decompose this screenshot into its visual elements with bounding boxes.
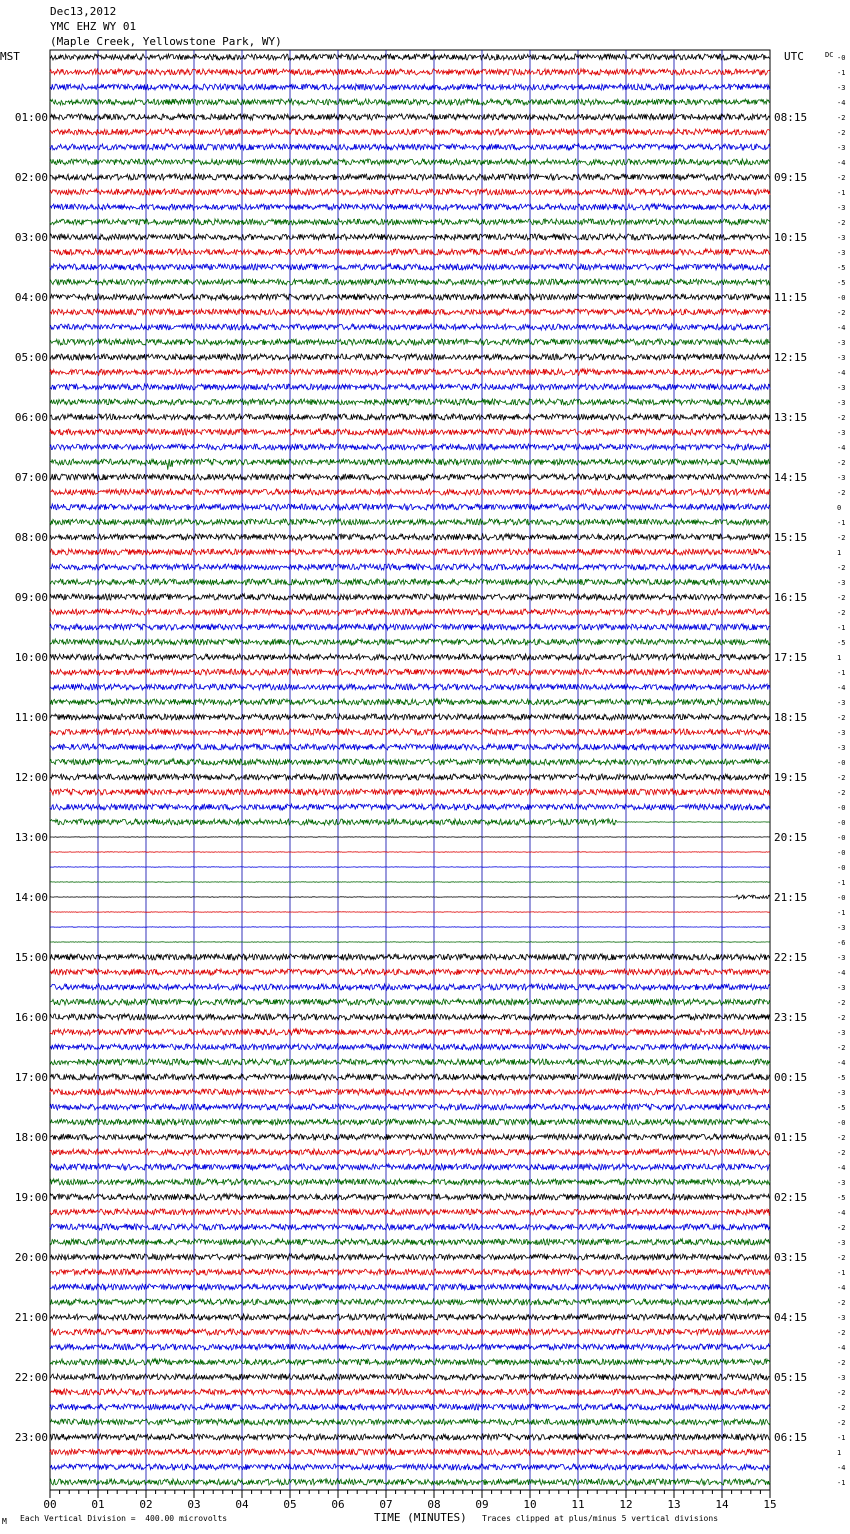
seismic-trace [50, 1314, 770, 1320]
dc-offset: -2 [837, 1134, 846, 1142]
seismic-trace [50, 1239, 770, 1245]
dc-offset: -2 [837, 414, 846, 422]
dc-offset: -1 [837, 519, 846, 527]
dc-offset: -4 [837, 1344, 846, 1352]
left-hour-label: 17:00 [14, 1071, 48, 1084]
dc-offset: -2 [837, 789, 846, 797]
seismic-trace [50, 804, 770, 810]
left-hour-label: 05:00 [14, 351, 48, 364]
dc-offset: -1 [837, 624, 846, 632]
dc-offset: -0 [837, 849, 846, 857]
dc-offset: -4 [837, 1209, 846, 1217]
x-tick-label: 14 [715, 1498, 729, 1511]
dc-offset: -2 [837, 999, 846, 1007]
left-hour-label: 19:00 [14, 1191, 48, 1204]
seismic-trace [50, 609, 770, 615]
right-hour-label: 02:15 [774, 1191, 808, 1204]
left-hour-label: 06:00 [14, 411, 48, 424]
seismic-trace [50, 279, 770, 285]
left-hour-label: 04:00 [14, 291, 48, 304]
right-hour-label: 22:15 [774, 951, 808, 964]
seismic-trace [50, 1344, 770, 1350]
left-hour-label: 03:00 [14, 231, 48, 244]
x-axis-label: TIME (MINUTES) [374, 1511, 467, 1524]
dc-offset: -1 [837, 1434, 846, 1442]
left-hour-label: 13:00 [14, 831, 48, 844]
seismic-trace [50, 594, 770, 600]
dc-offset: -4 [837, 1284, 846, 1292]
seismic-trace [50, 744, 770, 750]
seismic-trace [50, 819, 770, 825]
left-hour-label: 21:00 [14, 1311, 48, 1324]
seismic-trace [50, 1119, 770, 1125]
seismic-trace [50, 1164, 770, 1170]
right-hour-label: 10:15 [774, 231, 808, 244]
dc-offset: -3 [837, 924, 846, 932]
x-tick-label: 07 [379, 1498, 393, 1511]
right-hour-label: 21:15 [774, 891, 808, 904]
seismic-trace [50, 669, 770, 675]
seismic-trace [50, 189, 770, 195]
dc-offset: -0 [837, 864, 846, 872]
right-hour-label: 01:15 [774, 1131, 808, 1144]
dc-offset: -1 [837, 909, 846, 917]
dc-offset: -6 [837, 939, 846, 947]
seismic-trace [50, 354, 770, 360]
dc-offset: -2 [837, 309, 846, 317]
dc-offset: -3 [837, 579, 846, 587]
dc-offset: -3 [837, 1239, 846, 1247]
plot-date: Dec13,2012 [50, 5, 117, 18]
dc-offset: -3 [837, 1029, 846, 1037]
seismic-trace [50, 489, 770, 495]
seismic-trace [50, 984, 770, 990]
seismic-trace [50, 774, 770, 780]
dc-offset: -1 [837, 879, 846, 887]
dc-offset: -4 [837, 1464, 846, 1472]
seismic-trace [50, 1104, 770, 1110]
dc-offset: -3 [837, 384, 846, 392]
dc-offset: -1 [837, 1479, 846, 1487]
seismic-trace [50, 639, 770, 645]
right-hour-label: 11:15 [774, 291, 808, 304]
seismic-trace [50, 219, 770, 225]
dc-offset: 1 [837, 1449, 842, 1457]
right-hour-label: 04:15 [774, 1311, 808, 1324]
seismic-trace [50, 1044, 770, 1050]
seismic-trace [50, 1089, 770, 1095]
dc-offset: -4 [837, 1059, 846, 1067]
dc-label: DC [825, 51, 834, 59]
seismic-trace [50, 414, 770, 420]
dc-offset: -4 [837, 969, 846, 977]
seismic-trace [50, 999, 770, 1005]
right-hour-label: 12:15 [774, 351, 808, 364]
seismic-trace [50, 84, 770, 90]
dc-offset: -3 [837, 399, 846, 407]
seismic-trace [50, 1209, 770, 1215]
seismic-trace [50, 1194, 770, 1200]
dc-offset: -1 [837, 189, 846, 197]
left-hour-label: 02:00 [14, 171, 48, 184]
dc-offset: -2 [837, 1299, 846, 1307]
dc-offset: -2 [837, 174, 846, 182]
x-tick-label: 15 [763, 1498, 777, 1511]
seismic-trace [50, 1419, 770, 1425]
dc-offset: -2 [837, 1329, 846, 1337]
right-hour-label: 03:15 [774, 1251, 808, 1264]
seismic-trace [50, 1014, 770, 1020]
seismic-trace [50, 504, 770, 510]
x-tick-label: 09 [475, 1498, 489, 1511]
seismic-trace [50, 549, 770, 555]
seismic-trace [50, 54, 770, 60]
dc-offset: -0 [837, 294, 846, 302]
x-tick-label: 05 [283, 1498, 297, 1511]
dc-offset: 0 [837, 504, 842, 512]
seismic-trace [50, 729, 770, 735]
dc-offset: -2 [837, 489, 846, 497]
left-hour-label: 10:00 [14, 651, 48, 664]
seismic-trace [50, 1284, 770, 1290]
seismic-trace [50, 474, 770, 480]
seismic-trace [50, 1359, 770, 1365]
seismic-trace [50, 444, 770, 450]
seismic-trace [50, 249, 770, 255]
dc-offset: -2 [837, 774, 846, 782]
right-hour-label: 18:15 [774, 711, 808, 724]
dc-offset: -3 [837, 204, 846, 212]
seismic-trace [50, 204, 770, 210]
seismic-trace [50, 1179, 770, 1185]
right-timezone: UTC [784, 50, 804, 63]
seismic-trace [50, 324, 770, 330]
dc-offset: -2 [837, 564, 846, 572]
left-hour-label: 18:00 [14, 1131, 48, 1144]
seismic-trace [50, 1059, 770, 1065]
left-hour-label: 07:00 [14, 471, 48, 484]
left-hour-label: 20:00 [14, 1251, 48, 1264]
seismic-trace [50, 399, 770, 405]
seismic-trace [50, 1299, 770, 1305]
seismic-trace [50, 1464, 770, 1470]
seismic-trace [50, 1479, 770, 1485]
x-tick-label: 04 [235, 1498, 249, 1511]
left-timezone: MST [0, 50, 20, 63]
dc-offset: -3 [837, 144, 846, 152]
seismic-trace [50, 1134, 770, 1140]
seismic-trace [50, 1434, 770, 1440]
right-hour-label: 14:15 [774, 471, 808, 484]
x-tick-label: 06 [331, 1498, 345, 1511]
dc-offset: -4 [837, 684, 846, 692]
seismic-trace [50, 309, 770, 315]
dc-offset: -1 [837, 1269, 846, 1277]
clip-note: Traces clipped at plus/minus 5 vertical divisions [482, 1514, 719, 1523]
seismic-trace [50, 369, 770, 375]
dc-offset: -4 [837, 159, 846, 167]
seismic-trace [50, 714, 770, 720]
left-hour-label: 09:00 [14, 591, 48, 604]
right-hour-label: 19:15 [774, 771, 808, 784]
dc-offset: -3 [837, 339, 846, 347]
dc-offset: -3 [837, 954, 846, 962]
dc-offset: -2 [837, 1389, 846, 1397]
seismic-trace [50, 519, 770, 525]
dc-offset: -0 [837, 54, 846, 62]
seismic-trace [50, 174, 770, 180]
dc-offset: -3 [837, 699, 846, 707]
dc-offset: -2 [837, 609, 846, 617]
dc-offset: -5 [837, 1194, 846, 1202]
dc-offset: -3 [837, 84, 846, 92]
dc-offset: -0 [837, 1119, 846, 1127]
seismic-trace [50, 264, 770, 270]
dc-offset: -0 [837, 759, 846, 767]
dc-offset: 1 [837, 549, 842, 557]
dc-offset: -0 [837, 834, 846, 842]
dc-offset: -2 [837, 1419, 846, 1427]
dc-offset: -3 [837, 1179, 846, 1187]
dc-offset: -2 [837, 714, 846, 722]
seismic-trace [50, 699, 770, 705]
dc-offset: -5 [837, 1074, 846, 1082]
left-hour-label: 12:00 [14, 771, 48, 784]
dc-offset: -3 [837, 744, 846, 752]
dc-offset: -5 [837, 639, 846, 647]
seismic-trace [50, 564, 770, 570]
right-hour-label: 09:15 [774, 171, 808, 184]
right-hour-label: 05:15 [774, 1371, 808, 1384]
dc-offset: -0 [837, 894, 846, 902]
right-hour-label: 13:15 [774, 411, 808, 424]
right-hour-label: 23:15 [774, 1011, 808, 1024]
dc-offset: -3 [837, 1089, 846, 1097]
dc-offset: -4 [837, 444, 846, 452]
x-tick-label: 00 [43, 1498, 57, 1511]
corner-mark: M [2, 1517, 7, 1526]
left-hour-label: 01:00 [14, 111, 48, 124]
dc-offset: -2 [837, 114, 846, 122]
seismic-trace [50, 159, 770, 165]
right-hour-label: 06:15 [774, 1431, 808, 1444]
x-tick-label: 08 [427, 1498, 441, 1511]
dc-offset: -3 [837, 1374, 846, 1382]
seismic-trace [50, 1374, 770, 1380]
seismic-trace [50, 114, 770, 120]
dc-offset: -2 [837, 1044, 846, 1052]
dc-offset: -4 [837, 324, 846, 332]
station-location: (Maple Creek, Yellowstone Park, WY) [50, 35, 282, 48]
dc-offset: -3 [837, 234, 846, 242]
seismic-trace [50, 789, 770, 795]
dc-offset: -4 [837, 369, 846, 377]
seismic-trace [50, 1404, 770, 1410]
dc-offset: -2 [837, 1359, 846, 1367]
dc-offset: -2 [837, 219, 846, 227]
dc-offset: -2 [837, 534, 846, 542]
left-hour-label: 23:00 [14, 1431, 48, 1444]
x-tick-label: 11 [571, 1498, 585, 1511]
seismic-trace [50, 1074, 770, 1080]
seismic-trace [50, 1149, 770, 1155]
dc-offset: -2 [837, 459, 846, 467]
dc-offset: -2 [837, 129, 846, 137]
seismic-trace [50, 895, 770, 899]
seismic-trace [50, 144, 770, 150]
dc-offset: -5 [837, 264, 846, 272]
dc-offset: -1 [837, 669, 846, 677]
left-hour-label: 14:00 [14, 891, 48, 904]
dc-offset: -2 [837, 594, 846, 602]
seismic-trace [50, 1329, 770, 1335]
seismic-trace [50, 1224, 770, 1230]
right-hour-label: 00:15 [774, 1071, 808, 1084]
seismic-trace [50, 954, 770, 960]
dc-offset: -3 [837, 1314, 846, 1322]
dc-offset: -1 [837, 69, 846, 77]
dc-offset: -5 [837, 1104, 846, 1112]
dc-offset: -2 [837, 1014, 846, 1022]
left-hour-label: 11:00 [14, 711, 48, 724]
seismic-trace [50, 1269, 770, 1275]
x-tick-label: 03 [187, 1498, 201, 1511]
dc-offset: -3 [837, 429, 846, 437]
seismic-trace [50, 654, 770, 660]
seismic-trace [50, 99, 770, 105]
left-hour-label: 22:00 [14, 1371, 48, 1384]
x-tick-label: 13 [667, 1498, 681, 1511]
station-code: YMC EHZ WY 01 [50, 20, 137, 33]
left-hour-label: 08:00 [14, 531, 48, 544]
dc-offset: -3 [837, 729, 846, 737]
right-hour-label: 08:15 [774, 111, 808, 124]
left-hour-label: 15:00 [14, 951, 48, 964]
x-tick-label: 12 [619, 1498, 633, 1511]
seismic-trace [50, 1389, 770, 1395]
right-hour-label: 16:15 [774, 591, 808, 604]
right-hour-label: 20:15 [774, 831, 808, 844]
scale-note: Each Vertical Division = 400.00 microvolts [20, 1514, 228, 1523]
seismic-trace [50, 1449, 770, 1455]
seismic-trace [50, 684, 770, 690]
seismic-trace [50, 624, 770, 630]
seismic-trace [50, 339, 770, 345]
dc-offset: 1 [837, 654, 842, 662]
seismic-trace [50, 969, 770, 975]
seismic-trace [50, 534, 770, 540]
seismic-trace [50, 459, 770, 470]
seismic-trace [50, 294, 770, 300]
seismic-trace [50, 69, 770, 75]
dc-offset: -2 [837, 1254, 846, 1262]
seismic-trace [50, 1254, 770, 1260]
seismic-trace [50, 1029, 770, 1035]
seismic-trace [50, 759, 770, 765]
dc-offset: -2 [837, 1404, 846, 1412]
dc-offset: -2 [837, 1224, 846, 1232]
seismic-trace [50, 429, 770, 435]
dc-offset: -4 [837, 1164, 846, 1172]
dc-offset: -0 [837, 819, 846, 827]
dc-offset: -3 [837, 249, 846, 257]
dc-offset: -2 [837, 1149, 846, 1157]
x-tick-label: 01 [91, 1498, 105, 1511]
right-hour-label: 17:15 [774, 651, 808, 664]
dc-offset: -5 [837, 279, 846, 287]
seismic-trace [50, 234, 770, 240]
seismic-trace [50, 129, 770, 135]
left-hour-label: 16:00 [14, 1011, 48, 1024]
dc-offset: -3 [837, 984, 846, 992]
seismic-trace [50, 384, 770, 390]
x-tick-label: 10 [523, 1498, 537, 1511]
dc-offset: -3 [837, 474, 846, 482]
traces [50, 54, 770, 1485]
right-hour-label: 15:15 [774, 531, 808, 544]
dc-offset: -3 [837, 354, 846, 362]
dc-offset: -4 [837, 99, 846, 107]
x-tick-label: 02 [139, 1498, 153, 1511]
seismic-trace [50, 579, 770, 585]
dc-offset: -0 [837, 804, 846, 812]
